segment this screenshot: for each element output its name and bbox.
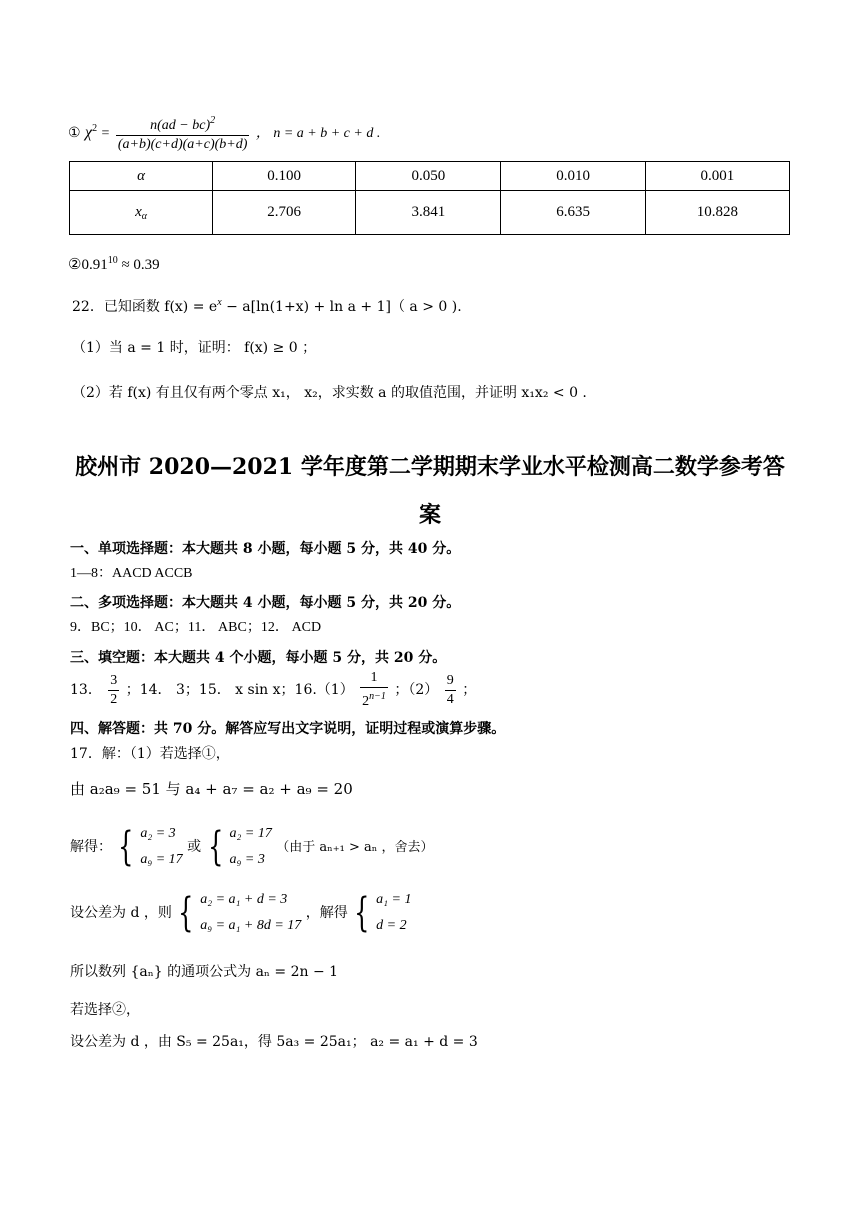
section-2-answers: 9．BC；10． AC；11． ABC；12． ACD xyxy=(70,620,322,635)
chi-symbol: χ xyxy=(85,124,93,141)
marker-1: ① xyxy=(68,125,81,141)
section-4-heading: 四、解答题：共 70 分。解答应写出文字说明，证明过程或演算步骤。 xyxy=(70,721,506,737)
eq: a₉ = 3 xyxy=(229,852,265,867)
chi-fraction xyxy=(116,112,250,154)
frac-den-exp: n−1 xyxy=(369,691,386,702)
frac-num: 3 xyxy=(108,672,119,691)
chi-numerator xyxy=(116,112,250,136)
brace-icon: { xyxy=(178,890,194,936)
system-4 xyxy=(376,887,411,939)
eq: a₂ = 17 xyxy=(229,826,272,841)
approx-base: 0.91 xyxy=(81,257,108,273)
frac-den-base: 2 xyxy=(362,694,370,709)
table-cell: α xyxy=(70,162,213,191)
table-cell: 0.050 xyxy=(356,162,501,191)
chi-sup: 2 xyxy=(92,123,98,134)
frac-den xyxy=(360,688,388,711)
s3-middle: ；14． 3；15． x sin x；16.（1） xyxy=(125,682,354,698)
fraction-3-2 xyxy=(108,672,119,709)
l3-or: 或 xyxy=(187,839,202,855)
table-cell: 0.001 xyxy=(645,162,789,191)
l3-lead: 解得： xyxy=(70,839,112,855)
brace-icon: { xyxy=(207,824,223,870)
q22-stem-text: 22．已知函数 f(x) = e xyxy=(72,299,218,315)
section-1-heading: 一、单项选择题：本大题共 8 小题，每小题 5 分，共 40 分。 xyxy=(70,541,461,557)
critical-value-table xyxy=(69,161,790,235)
eq: a₂ = 3 xyxy=(140,826,176,841)
sol17-line5: 所以数列 {aₙ} 的通项公式为 aₙ = 2n − 1 xyxy=(70,964,339,980)
s3-prefix: 13． xyxy=(70,682,102,698)
system-3 xyxy=(200,887,301,939)
brace-icon: { xyxy=(118,824,134,870)
section-1-answers: 1—8：AACD ACCB xyxy=(70,566,193,581)
answer-title-line1: 胶州市 2020—2021 学年度第二学期期末学业水平检测高二数学参考答 xyxy=(75,454,785,480)
fraction-1-2n xyxy=(360,669,388,711)
l4-mid: ，解得 xyxy=(305,905,348,921)
section-3-answers xyxy=(70,668,476,712)
frac-den: 4 xyxy=(446,691,454,707)
approx-exp: 10 xyxy=(107,255,118,266)
table-cell: 2.706 xyxy=(213,191,356,235)
n-definition: ， n = a + b + c + d . xyxy=(255,126,381,141)
q22-part2: （2）若 f(x) 有且仅有两个零点 x₁， x₂，求实数 a 的取值范围，并证明 x₁x₂ < 0 . xyxy=(72,385,587,401)
q22-part1: （1）当 a = 1 时，证明： f(x) ≥ 0 ； xyxy=(72,340,317,356)
eq: a₁ = 1 xyxy=(376,892,412,907)
approx-rest: ≈ 0.39 xyxy=(117,257,160,273)
l3-note: （由于 aₙ₊₁ > aₙ ，舍去） xyxy=(276,840,434,855)
table-cell: 6.635 xyxy=(501,191,645,235)
l4-lead: 设公差为 d ，则 xyxy=(70,905,172,921)
sol17-line4 xyxy=(70,885,411,941)
answer-title-line2: 案 xyxy=(418,502,441,528)
sol17-line1: 17．解：（1）若选择①， xyxy=(70,746,230,762)
table-row xyxy=(70,162,790,191)
q22-stem xyxy=(72,293,462,317)
table-cell-x-alpha xyxy=(70,191,213,235)
eq: a₉ = a₁ + 8d = 17 xyxy=(200,918,302,933)
x-label: x xyxy=(135,203,142,220)
approximation-line xyxy=(68,251,160,275)
fraction-9-4 xyxy=(445,672,456,709)
s3-part2: ；（2） xyxy=(394,682,439,698)
table-cell: 10.828 xyxy=(645,191,789,235)
table-row xyxy=(70,191,790,235)
sol17-line7: 设公差为 d ，由 S₅ = 25a₁，得 5a₃ = 25a₁； a₂ = a₁ + d = 3 xyxy=(70,1034,478,1050)
eq: d = 2 xyxy=(376,918,407,933)
sol17-line6: 若选择②， xyxy=(70,1002,140,1018)
s3-end: ； xyxy=(462,682,477,698)
chi-denominator: (a+b)(c+d)(a+c)(b+d) xyxy=(117,137,248,152)
frac-den: 2 xyxy=(110,691,118,707)
numerator-sup: 2 xyxy=(210,115,216,126)
sol17-line2: 由 a₂a₉ = 51 与 a₄ + a₇ = a₂ + a₉ = 20 xyxy=(70,780,353,798)
equals: = xyxy=(101,126,110,141)
frac-num: 9 xyxy=(445,672,456,691)
table-cell: 0.010 xyxy=(501,162,645,191)
frac-num: 1 xyxy=(360,669,388,688)
eq: a₉ = 17 xyxy=(140,852,183,867)
sol17-line3 xyxy=(70,820,434,874)
table-cell: 3.841 xyxy=(356,191,501,235)
alpha-sub: α xyxy=(141,210,147,222)
system-1 xyxy=(140,821,182,873)
q22-stem-rest: − a[ln(1+x) + ln a + 1]（ a > 0 ). xyxy=(221,299,462,315)
section-3-heading: 三、填空题：本大题共 4 个小题，每小题 5 分，共 20 分。 xyxy=(70,650,447,666)
system-2 xyxy=(230,821,272,873)
brace-icon: { xyxy=(354,890,370,936)
section-2-heading: 二、多项选择题：本大题共 4 小题，每小题 5 分，共 20 分。 xyxy=(70,595,461,611)
table-cell: 0.100 xyxy=(213,162,356,191)
chi-square-formula xyxy=(68,104,380,154)
numerator-text: n(ad − bc) xyxy=(150,118,211,133)
marker-2: ② xyxy=(68,257,82,273)
q22-exp: x xyxy=(217,297,222,308)
eq: a₂ = a₁ + d = 3 xyxy=(200,892,288,907)
